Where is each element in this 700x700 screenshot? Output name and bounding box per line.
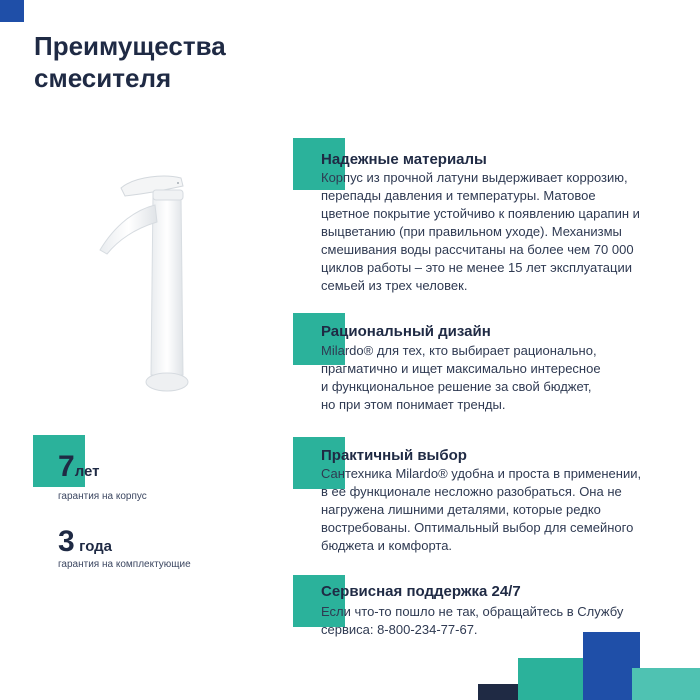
corner-accent-light-teal [632, 668, 700, 700]
warranty-body [58, 450, 100, 484]
feature-title-design: Рациональный дизайн [321, 323, 491, 340]
corner-accent-top-left [0, 0, 24, 22]
warranty-parts [58, 525, 112, 559]
feature-title-practical: Практичный выбор [321, 447, 467, 464]
warranty-years-unit: лет [74, 463, 100, 480]
feature-text-design: Milardo® для тех, кто выбирает рационально, прагматично и ищет максимально интересное и функциональное решение за свой бюджет, но при этом понимает тренды. [321, 343, 601, 412]
faucet-icon [95, 150, 235, 400]
warranty-parts-caption: гарантия на комплектующие [58, 559, 191, 570]
feature-text-service: Если что-то пошло не так, обращайтесь в Службу сервиса: 8-800-234-77-67. [321, 604, 624, 637]
warranty-body-caption: гарантия на корпус [58, 491, 147, 502]
feature-text-practical: Сантехника Milardo® удобна и проста в применении, в ее функционале несложно разобраться. Она не нагружена лишними деталями, которые редко востребованы. Оптимальный выбор для семейного бюджета и комфорта. [321, 466, 642, 553]
warranty-years-number: 7 [58, 450, 75, 483]
warranty-parts-unit: года [79, 538, 113, 555]
page-title: Преимущества смесителя [34, 31, 226, 93]
corner-accent-teal [518, 658, 588, 700]
feature-title-service: Сервисная поддержка 24/7 [321, 583, 521, 600]
warranty-parts-number: 3 [58, 525, 75, 558]
feature-text-materials: Корпус из прочной латуни выдерживает коррозию, перепады давления и температуры. Матовое цветное покрытие устойчиво к появлению царапин и выцветанию (при правильном уходе). Механизмы смешивания воды рассчитаны на более чем 70 000 циклов работы – это не менее 15 лет эксплуатации семьей из трех человек. [321, 170, 640, 293]
feature-title-materials: Надежные материалы [321, 151, 487, 168]
